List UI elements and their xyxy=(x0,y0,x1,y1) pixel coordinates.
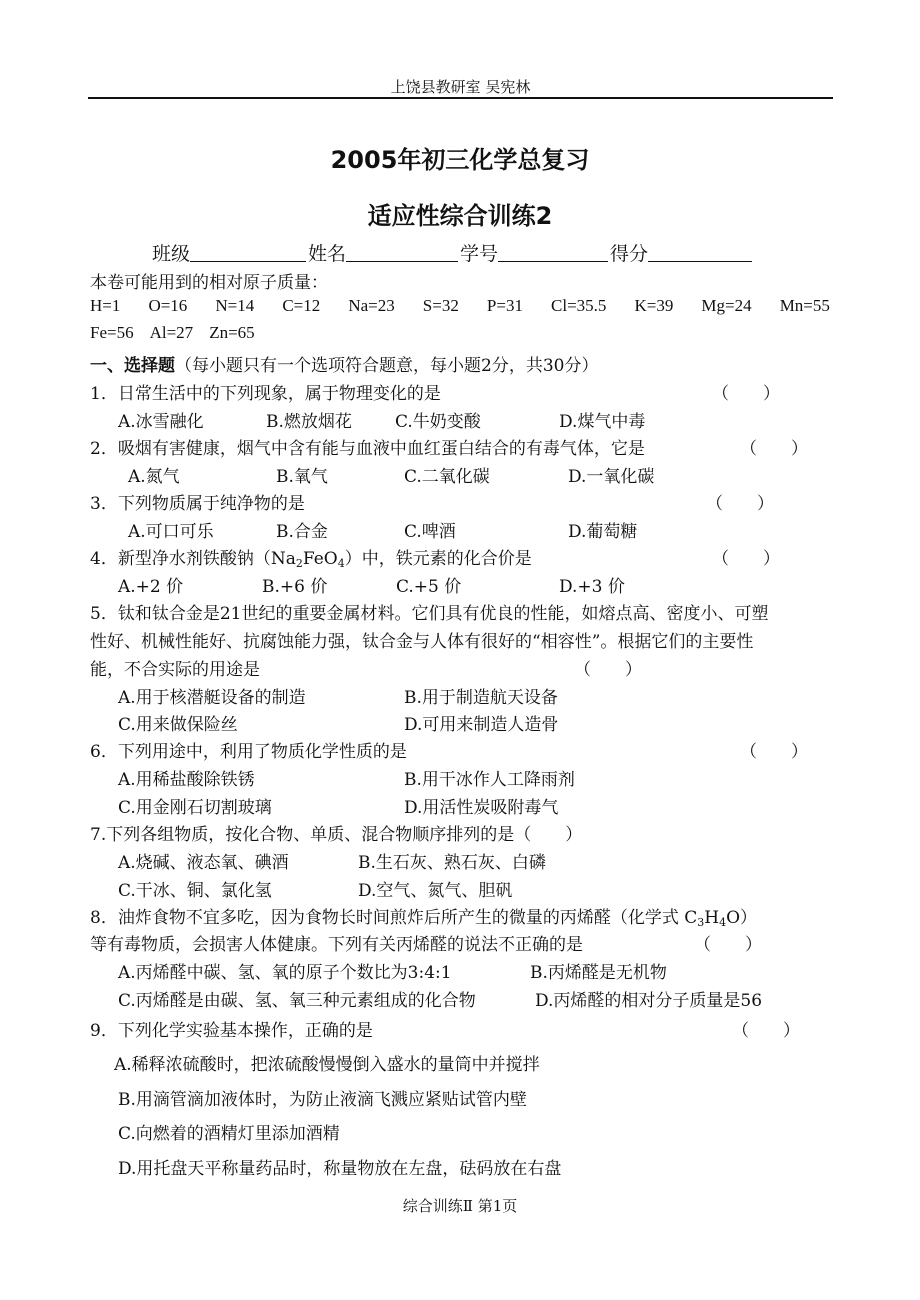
q7-option-a: A.烧碱、液态氧、碘酒 xyxy=(118,853,289,873)
q5-option-a: A.用于核潜艇设备的制造 xyxy=(118,688,306,708)
q5-option-b: B.用于制造航天设备 xyxy=(404,688,558,708)
question-1: 1．日常生活中的下列现象，属于物理变化的是 xyxy=(90,384,441,404)
q4-text-end: ）中，铁元素的化合价是 xyxy=(344,549,532,569)
question-4 xyxy=(90,544,532,570)
q3-option-b: B.合金 xyxy=(276,522,328,542)
name-label: 姓名 xyxy=(308,243,347,265)
q6-option-b: B.用干冰作人工降雨剂 xyxy=(404,770,575,790)
page-footer: 综合训练Ⅱ 第1页 xyxy=(402,1197,518,1215)
answer-paren-8[interactable]: （ ） xyxy=(694,935,762,955)
q1-option-a: A.冰雪融化 xyxy=(118,412,204,432)
mass-item: Al=27 xyxy=(149,323,194,342)
question-8-line-1 xyxy=(90,903,757,929)
name-blank[interactable] xyxy=(346,243,458,262)
q4-text-start: 4．新型净水剂铁酸钠（Na xyxy=(90,549,296,569)
q5-option-c: C.用来做保险丝 xyxy=(118,715,238,735)
mass-item: O=16 xyxy=(148,296,188,315)
q4-subscript-2: 4 xyxy=(337,557,345,570)
mass-item: N=14 xyxy=(215,296,255,315)
q4-option-c: C.+5 价 xyxy=(396,577,462,597)
number-blank[interactable] xyxy=(498,243,608,262)
class-blank[interactable] xyxy=(190,243,306,262)
q9-option-d: D.用托盘天平称量药品时，称量物放在左盘，砝码放在右盘 xyxy=(118,1159,562,1179)
q8-subscript-2: 4 xyxy=(719,916,727,929)
q2-option-b: B.氧气 xyxy=(276,467,328,487)
mass-item: C=12 xyxy=(282,296,321,315)
mass-item: Mn=55 xyxy=(779,296,830,315)
q4-option-b: B.+6 价 xyxy=(262,577,328,597)
mass-item: Mg=24 xyxy=(701,296,752,315)
question-5-line-2: 性好、机械性能好、抗腐蚀能力强，钛合金与人体有很好的“相容性”。根据它们的主要性 xyxy=(90,632,754,652)
section-note: （每小题只有一个选项符合题意，每小题2分，共30分） xyxy=(175,356,599,376)
q1-option-b: B.燃放烟花 xyxy=(266,412,352,432)
mass-item: Cl=35.5 xyxy=(551,296,607,315)
q8-option-b: B.丙烯醛是无机物 xyxy=(530,963,667,983)
atomic-mass-intro: 本卷可能用到的相对原子质量： xyxy=(90,273,328,293)
answer-paren-2[interactable]: （ ） xyxy=(740,439,808,459)
question-9: 9．下列化学实验基本操作，正确的是 xyxy=(90,1021,373,1041)
answer-paren-9[interactable]: （ ） xyxy=(732,1021,800,1041)
answer-paren-4[interactable]: （ ） xyxy=(712,549,780,569)
mass-item: S=32 xyxy=(422,296,459,315)
mass-item: P=31 xyxy=(486,296,523,315)
q7-option-c: C.干冰、铜、氯化氢 xyxy=(118,881,272,901)
question-6: 6．下列用途中，利用了物质化学性质的是 xyxy=(90,742,407,762)
exam-subtitle: 适应性综合训练2 xyxy=(367,202,553,230)
q6-option-d: D.用活性炭吸附毒气 xyxy=(404,798,559,818)
q7-option-d: D.空气、氮气、胆矾 xyxy=(358,881,513,901)
question-5-line-3: 能，不合实际的用途是 xyxy=(90,660,260,680)
mass-item: Zn=65 xyxy=(209,323,255,342)
mass-item: Na=23 xyxy=(348,296,395,315)
question-3: 3．下列物质属于纯净物的是 xyxy=(90,494,305,514)
q2-option-d: D.一氧化碳 xyxy=(568,467,655,487)
q8-subscript-1: 3 xyxy=(697,916,705,929)
q4-option-d: D.+3 价 xyxy=(559,577,625,597)
q8-text-start: 8．油炸食物不宜多吃，因为食物长时间煎炸后所产生的微量的丙烯醛（化学式 C xyxy=(90,908,698,928)
question-8-line-2: 等有毒物质，会损害人体健康。下列有关丙烯醛的说法不正确的是 xyxy=(90,935,583,955)
question-7: 7.下列各组物质，按化合物、单质、混合物顺序排列的是（ ） xyxy=(90,825,583,845)
q4-text-mid: FeO xyxy=(302,549,338,569)
answer-paren-6[interactable]: （ ） xyxy=(740,742,808,762)
question-2: 2．吸烟有害健康，烟气中含有能与血液中血红蛋白结合的有毒气体，它是 xyxy=(90,439,645,459)
q6-option-c: C.用金刚石切割玻璃 xyxy=(118,798,272,818)
q3-option-d: D.葡萄糖 xyxy=(568,522,638,542)
section-heading xyxy=(90,351,598,376)
q6-option-a: A.用稀盐酸除铁锈 xyxy=(118,770,255,790)
q8-text-end: O） xyxy=(726,908,757,928)
q1-option-c: C.牛奶变酸 xyxy=(395,412,481,432)
q8-option-d: D.丙烯醛的相对分子质量是56 xyxy=(535,991,763,1011)
q7-option-b: B.生石灰、熟石灰、白磷 xyxy=(358,853,546,873)
q9-option-a: A.稀释浓硫酸时，把浓硫酸慢慢倒入盛水的量筒中并搅拌 xyxy=(114,1055,540,1075)
score-blank[interactable] xyxy=(648,243,752,262)
q8-text-mid: H xyxy=(704,908,720,928)
answer-paren-1[interactable]: （ ） xyxy=(712,384,780,404)
q9-option-b: B.用滴管滴加液体时，为防止液滴飞溅应紧贴试管内壁 xyxy=(118,1090,527,1110)
mass-item: H=1 xyxy=(90,296,121,315)
q3-option-a: A.可口可乐 xyxy=(128,522,214,542)
class-label: 班级 xyxy=(152,243,191,265)
atomic-mass-row-1 xyxy=(90,296,830,316)
q2-option-c: C.二氧化碳 xyxy=(404,467,490,487)
q2-option-a: A.氮气 xyxy=(128,467,180,487)
header-rule xyxy=(88,97,833,99)
number-label: 学号 xyxy=(460,243,499,265)
q4-subscript-1: 2 xyxy=(295,557,303,570)
q8-option-a: A.丙烯醛中碳、氢、氧的原子个数比为3:4:1 xyxy=(118,963,452,983)
atomic-mass-row-2 xyxy=(90,323,271,343)
section-title: 一、选择题 xyxy=(90,356,175,376)
q3-option-c: C.啤酒 xyxy=(404,522,456,542)
question-5-line-1: 5．钛和钛合金是21世纪的重要金属材料。它们具有优良的性能，如熔点高、密度小、可塑 xyxy=(90,604,769,624)
q8-option-c: C.丙烯醛是由碳、氢、氧三种元素组成的化合物 xyxy=(118,991,476,1011)
q1-option-d: D.煤气中毒 xyxy=(559,412,646,432)
mass-item: Fe=56 xyxy=(90,323,134,342)
q5-option-d: D.可用来制造人造骨 xyxy=(404,715,559,735)
exam-title: 2005年初三化学总复习 xyxy=(330,146,590,174)
q4-option-a: A.+2 价 xyxy=(118,577,184,597)
answer-paren-5[interactable]: （ ） xyxy=(574,660,642,680)
page-header: 上饶县教研室 吴宪林 xyxy=(390,78,531,96)
mass-item: K=39 xyxy=(634,296,674,315)
answer-paren-3[interactable]: （ ） xyxy=(706,494,774,514)
student-info-row xyxy=(152,239,754,266)
score-label: 得分 xyxy=(610,243,649,265)
q9-option-c: C.向燃着的酒精灯里添加酒精 xyxy=(118,1124,340,1144)
